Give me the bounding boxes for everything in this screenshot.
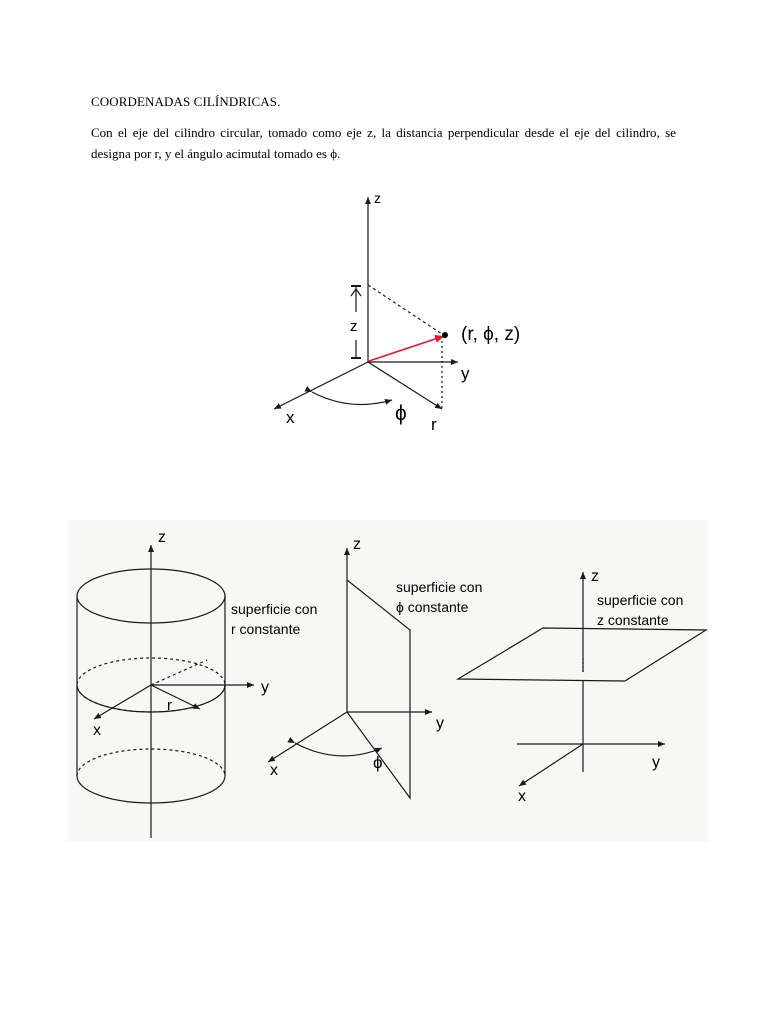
cylindrical-coordinate-diagram	[274, 197, 458, 410]
cyl-caption-1: superficie con	[231, 601, 318, 617]
plane-y-label: y	[436, 715, 444, 732]
cyl-x-label: x	[93, 722, 101, 739]
z-height-arrow-r	[356, 289, 361, 296]
phi-arc	[312, 392, 392, 405]
position-vector	[369, 336, 444, 361]
fig1-z-height-label: z	[350, 318, 358, 335]
cyl-caption-2: r constante	[231, 621, 301, 637]
fig1-point-label: (r, ϕ, z)	[461, 324, 521, 345]
projection-dashed-top	[368, 285, 442, 334]
zplane-caption-1: superficie con	[597, 592, 684, 608]
cyl-r-label: r	[167, 697, 172, 714]
plane-caption-1: superficie con	[396, 579, 483, 595]
zplane-z-label: z	[591, 568, 599, 585]
plane-z-label: z	[353, 536, 361, 553]
zplane-y-label: y	[652, 754, 660, 771]
x-axis	[274, 362, 368, 409]
document-paragraph: Con el eje del cilindro circular, tomado como eje z, la distancia perpendicular desde el eje del cilindro, se designa por r, y el ángulo acimutal tomado es ϕ.	[91, 125, 676, 161]
fig1-x-label: x	[286, 408, 295, 427]
z-height-arrow-l	[351, 289, 356, 296]
zplane-caption-2: z constante	[597, 612, 669, 628]
plane-caption-2: ϕ constante	[396, 599, 469, 615]
fig1-phi-label: ϕ	[395, 402, 407, 425]
document-title: COORDENADAS CILÍNDRICAS.	[91, 94, 281, 109]
cyl-z-label: z	[158, 529, 166, 546]
fig1-y-label: y	[461, 364, 470, 383]
plane-x-label: x	[270, 762, 278, 779]
fig1-r-label: r	[431, 415, 437, 434]
point-dot	[442, 332, 448, 338]
zplane-x-label: x	[518, 788, 526, 805]
plane-phi-label: ϕ	[373, 753, 383, 772]
fig1-z-label: z	[374, 190, 381, 206]
cyl-y-label: y	[261, 679, 269, 696]
